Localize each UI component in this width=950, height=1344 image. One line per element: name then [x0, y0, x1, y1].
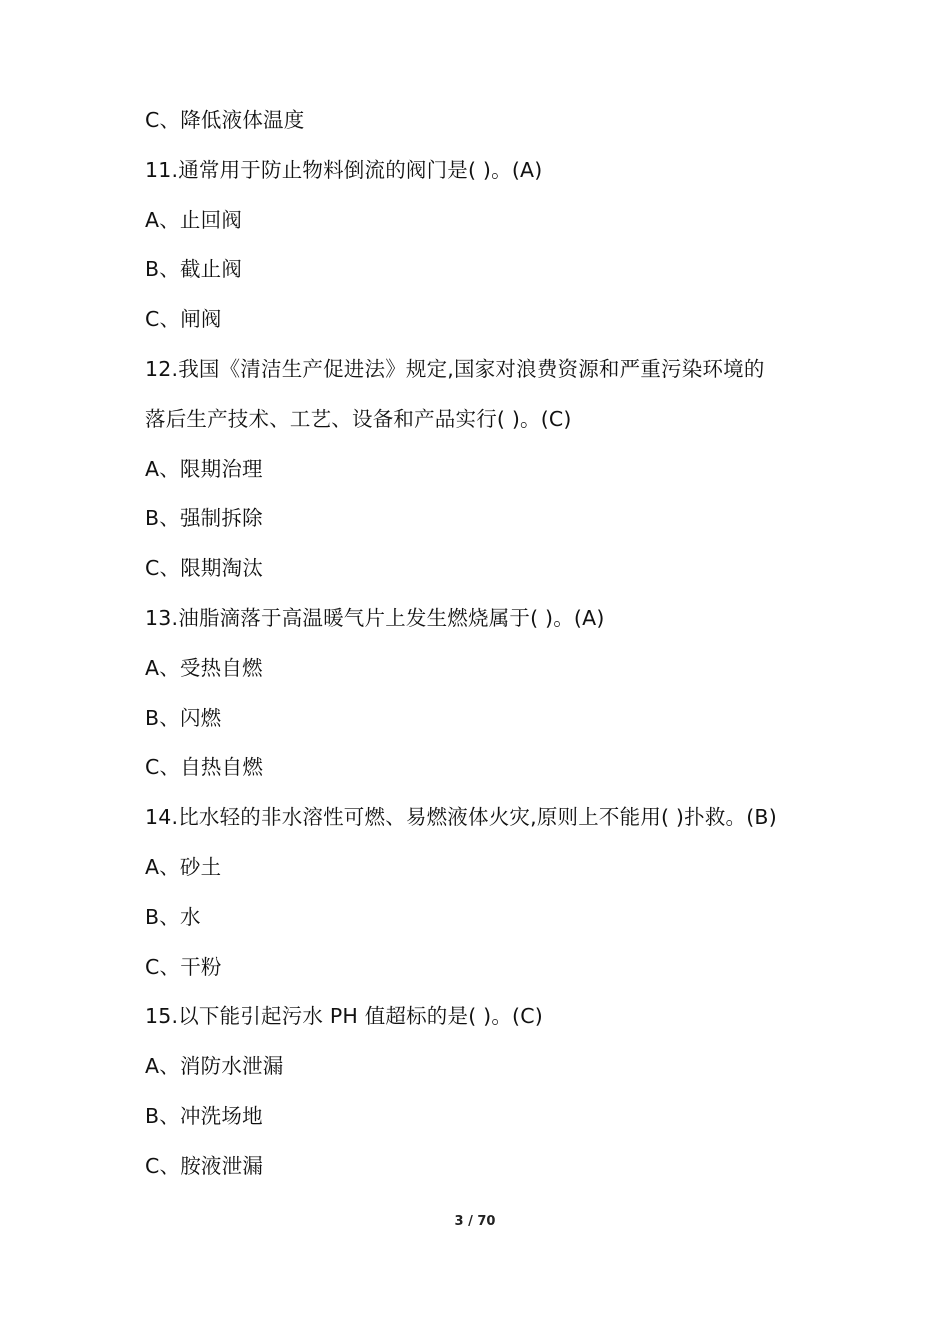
question-line-continued: 落后生产技术、工艺、设备和产品实行( )。(C) — [145, 406, 572, 431]
option-line: C、降低液体温度 — [145, 108, 305, 132]
option-line: C、闸阀 — [145, 307, 222, 332]
question-line: 13.油脂滴落于高温暖气片上发生燃烧属于( )。(A) — [145, 605, 605, 630]
option-line: C、限期淘汰 — [145, 556, 264, 581]
question-line: 11.通常用于防止物料倒流的阀门是( )。(A) — [145, 157, 543, 182]
option-line: B、强制拆除 — [145, 506, 263, 531]
option-line: A、限期治理 — [145, 456, 263, 481]
question-line: 14.比水轻的非水溶性可燃、易燃液体火灾,原则上不能用( )扑救。(B) — [145, 805, 777, 830]
option-line: C、干粉 — [145, 954, 222, 979]
option-line: B、截止阀 — [145, 257, 243, 282]
option-line: A、受热自燃 — [145, 655, 263, 680]
option-line: B、闪燃 — [145, 705, 222, 730]
option-line: C、自热自燃 — [145, 755, 264, 780]
option-line: B、冲洗场地 — [145, 1103, 263, 1128]
question-line: 12.我国《清洁生产促进法》规定,国家对浪费资源和严重污染环境的 — [145, 356, 765, 381]
page-number: 3 / 70 — [454, 1214, 496, 1229]
option-line: C、胺液泄漏 — [145, 1153, 264, 1178]
option-line: B、水 — [145, 904, 201, 929]
question-line: 15.以下能引起污水 PH 值超标的是( )。(C) — [145, 1004, 543, 1029]
option-line: A、止回阀 — [145, 207, 243, 232]
option-line: A、消防水泄漏 — [145, 1054, 284, 1079]
document-body — [145, 96, 825, 1192]
option-line: A、砂土 — [145, 854, 222, 879]
